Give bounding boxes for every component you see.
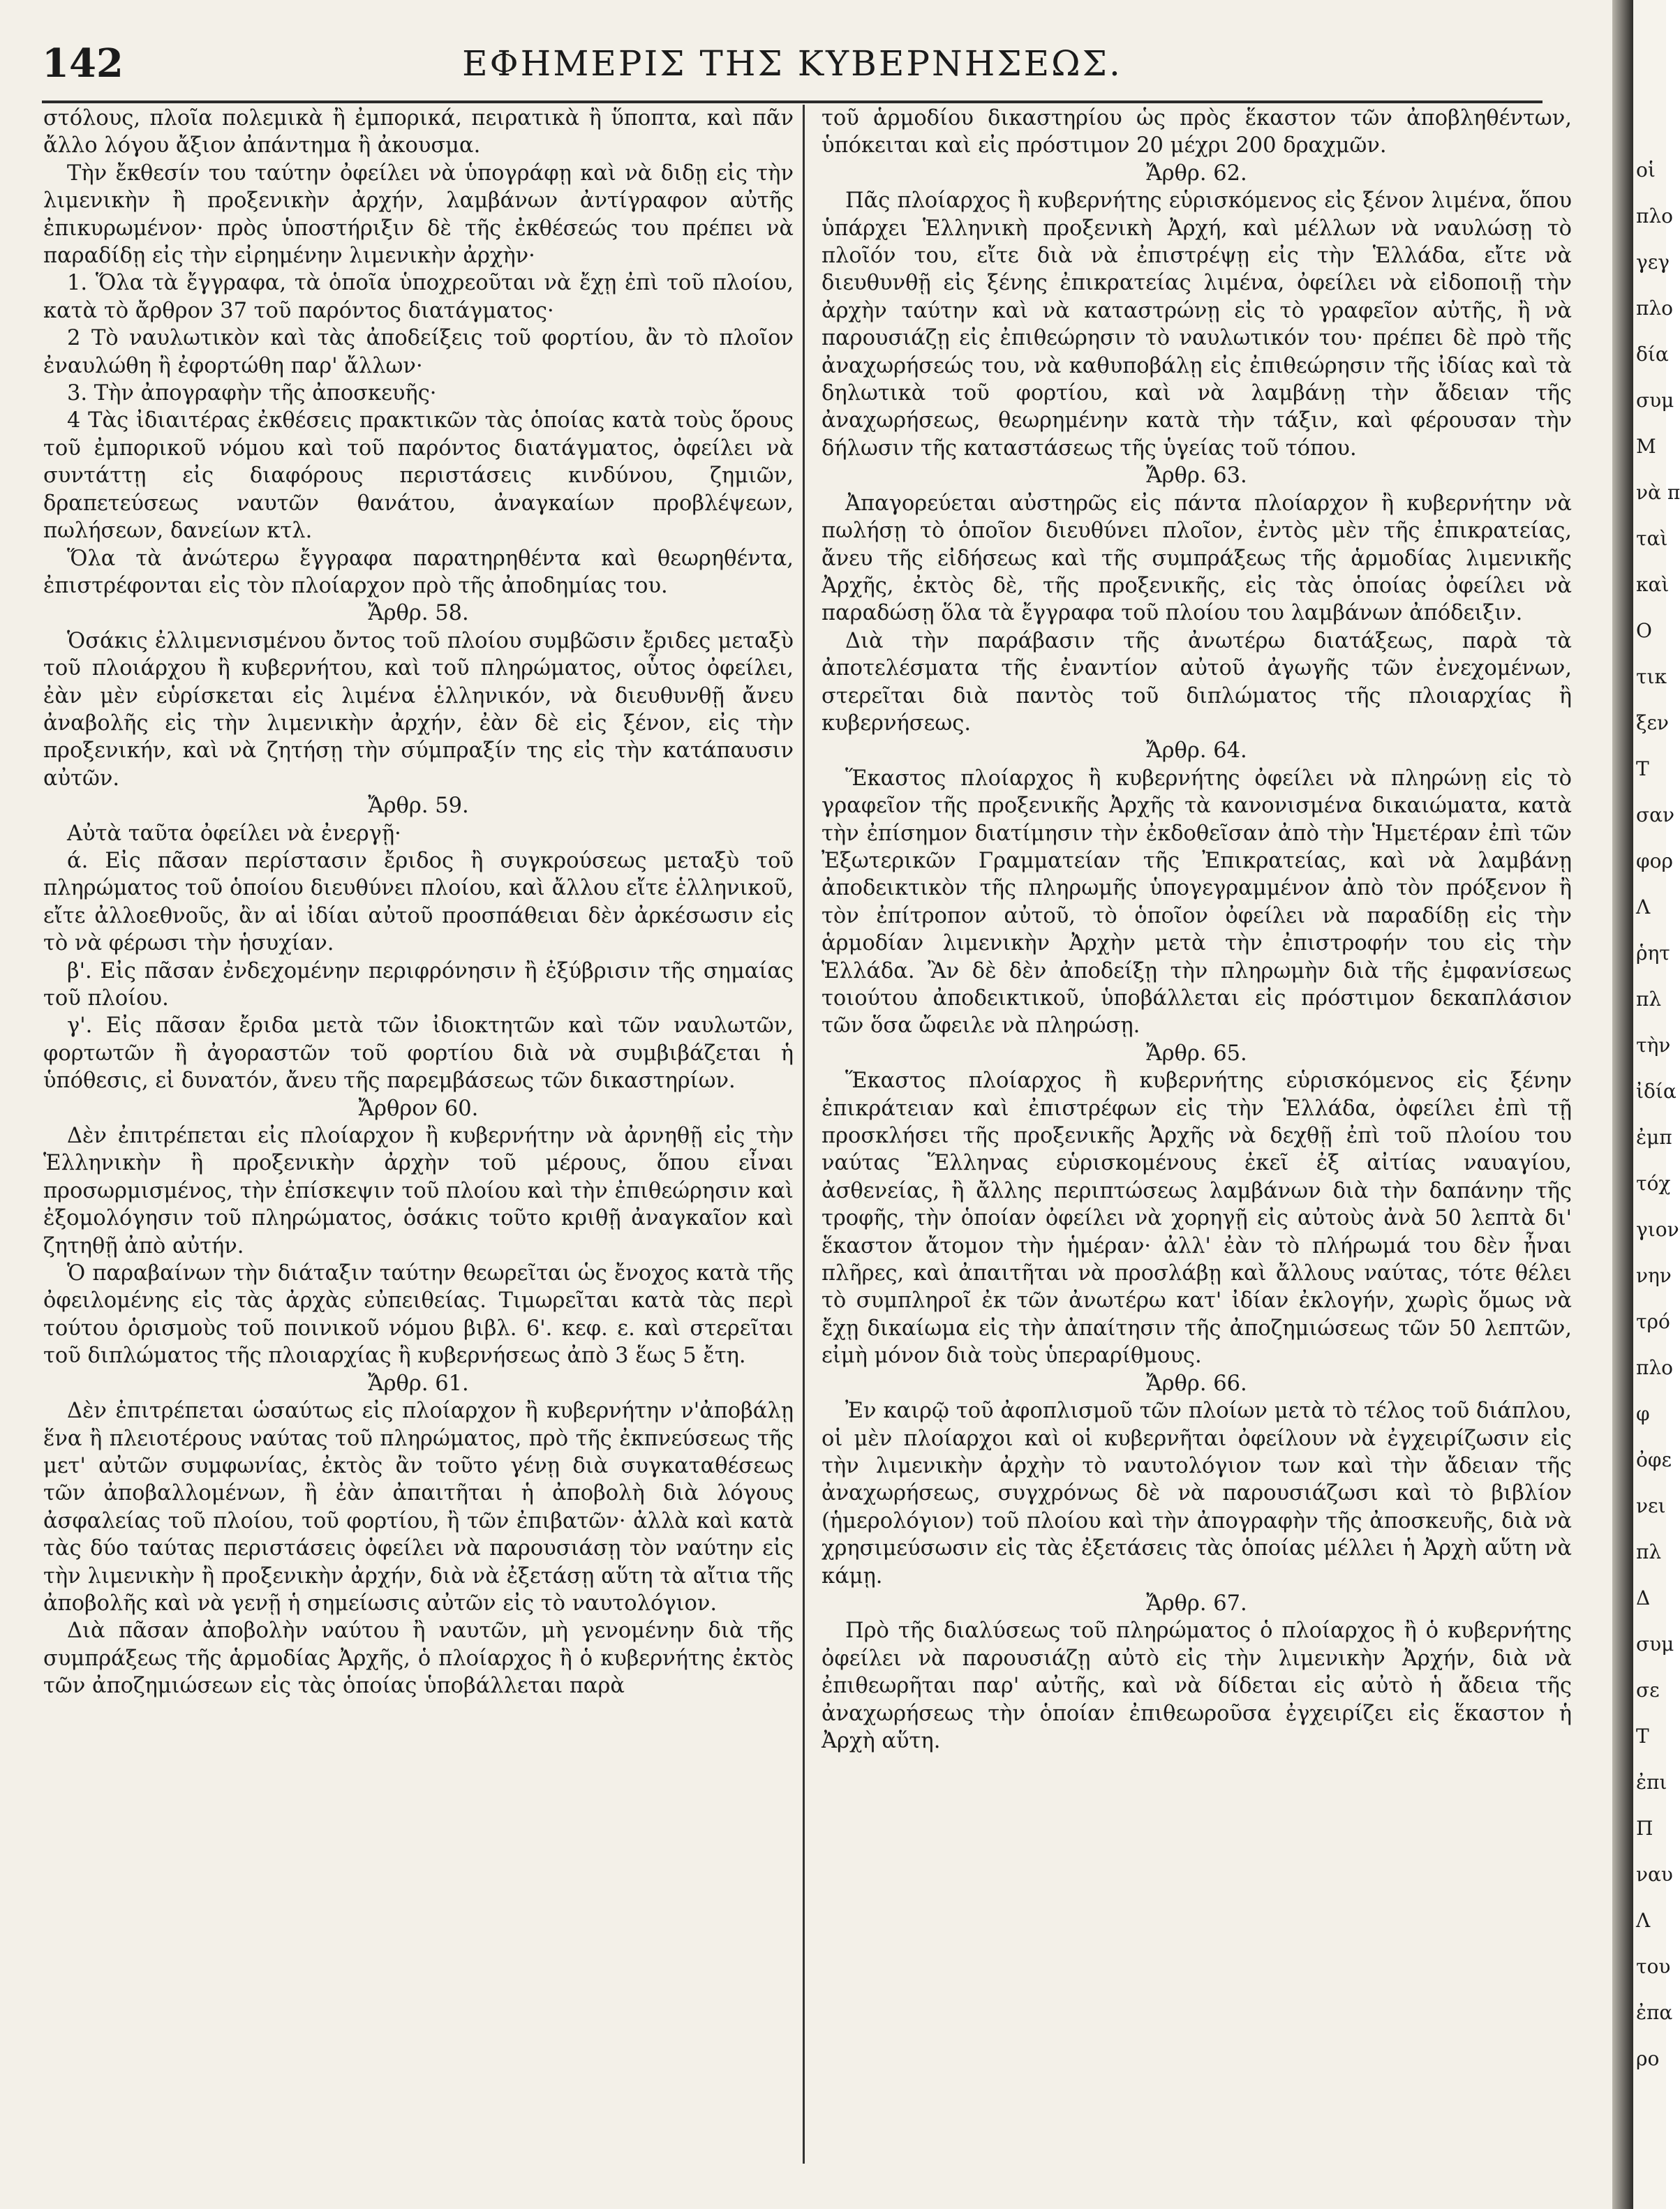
adjacent-page-fragment: ξεν (1636, 711, 1669, 734)
adjacent-page-fragment: ἰδία (1636, 1080, 1677, 1103)
adjacent-page-fragment: Μ (1636, 435, 1656, 458)
adjacent-page-fragment: ἐμπ (1636, 1126, 1672, 1149)
adjacent-page-fragment: νει (1636, 1494, 1666, 1517)
article-heading: Ἄρθρ. 59. (368, 794, 469, 819)
paragraph: τοῦ ἁρμοδίου δικαστηρίου ὡς πρὸς ἕκαστον τῶν ἀποβληθέντων, ὑπόκειται καὶ εἰς πρόστιμον 20 μέχρι 200 δραχμῶν. (822, 106, 1572, 158)
paragraph: 4 Τὰς ἰδιαιτέρας ἐκθέσεις πρακτικῶν τὰς ὁποίας κατὰ τοὺς ὅρους τοῦ ἐμπορικοῦ νόμου καὶ τοῦ παρόντος διατάγματος, ὀφείλει νὰ συντάττῃ εἰς διαφόρους περιστάσεις κινδύνου, ζημιῶν, δραπετεύσεως ναυτῶν θανάτου, ἀναγκαίων προβλέψεων, πωλήσεων, δανείων κτλ. (43, 408, 794, 544)
page-number: 142 (42, 40, 124, 87)
adjacent-page-fragment: ρο (1636, 2047, 1660, 2070)
adjacent-page-fragment: Ο (1636, 619, 1652, 642)
paragraph: Ἐν καιρῷ τοῦ ἀφοπλισμοῦ τῶν πλοίων μετὰ τὸ τέλος τοῦ διάπλου, οἱ μὲν πλοίαρχοι καὶ οἱ κυβερνῆται ὀφείλουν νὰ ἐγχειρίζωσιν εἰς τὴν λιμενικὴν ἀρχὴν τὸ ναυτολόγιον των καὶ τὴν ἄδειαν τῆς ἀναχωρήσεως, συγχρόνως δὲ νὰ παρουσιάζωσι καὶ τὸ βιβλίον (ἡμερολόγιον) τοῦ πλοίου καὶ τὴν ἀπογραφὴν τῆς ἀποσκευῆς, διὰ νὰ χρησιμεύσωσιν εἰς τὰς ἐξετάσεις τὰς ὁποίας μέλλει ἡ Ἀρχὴ αὕτη νὰ κάμῃ. (822, 1399, 1572, 1589)
adjacent-page-fragment: φ (1636, 1402, 1650, 1425)
adjacent-page-edge (1633, 0, 1680, 2209)
paragraph: στόλους, πλοῖα πολεμικὰ ἢ ἐμπορικά, πειρατικὰ ἢ ὕποπτα, καὶ πᾶν ἄλλο λόγου ἄξιον ἀπάντημα ἢ ἀκουσμα. (43, 106, 794, 158)
paragraph: Πρὸ τῆς διαλύσεως τοῦ πληρώματος ὁ πλοίαρχος ἢ ὁ κυβερνήτης ὀφείλει νὰ παρουσιάζῃ αὐτὸ εἰς τὴν λιμενικὴν Ἀρχήν, διὰ νὰ ἐπιθεωρῆται παρ' αὐτῆς, καὶ νὰ δίδεται εἰς αὐτὸ ἡ ἄδεια τῆς ἀναχωρήσεως τὴν ὁποίαν ἐπιθεωροῦσα ἐγχειρίζει εἰς ἕκαστον ἡ Ἀρχὴ αὕτη. (822, 1619, 1572, 1753)
article-heading: Ἄρθρ. 66. (1146, 1371, 1247, 1396)
adjacent-page-fragment: οἱ (1636, 158, 1656, 181)
paragraph: β'. Εἰς πᾶσαν ἐνδεχομένην περιφρόνησιν ἢ ἐξύβρισιν τῆς σημαίας τοῦ πλοίου. (43, 958, 794, 1011)
adjacent-page-fragment: πλ (1636, 1540, 1662, 1563)
page-header (42, 40, 1543, 96)
adjacent-page-fragment: συμ (1636, 1632, 1674, 1656)
adjacent-page-fragment: τὴν (1636, 1034, 1671, 1057)
adjacent-page-fragment: τόχ (1636, 1172, 1671, 1195)
paragraph: 2 Τὸ ναυλωτικὸν καὶ τὰς ἀποδείξεις τοῦ φορτίου, ἂν τὸ πλοῖον ἐναυλώθη ἢ ἐφορτώθη παρ' ἄλλων· (43, 326, 794, 378)
adjacent-page-fragment: ταὶ (1636, 527, 1668, 550)
adjacent-page-fragment: πλο (1636, 204, 1674, 228)
running-title: ΕΦΗΜΕΡΙΣ ΤΗΣ ΚΥΒΕΡΝΗΣΕΩΣ. (462, 43, 1122, 84)
paragraph: ά. Εἰς πᾶσαν περίστασιν ἔριδος ἢ συγκρούσεως μεταξὺ τοῦ πληρώματος τοῦ ὁποίου διευθύνει πλοίου, καὶ ἄλλου εἴτε ἑλληνικοῦ, εἴτε ἀλλοεθνοῦς, ἂν αἱ ἰδίαι αὐτοῦ προσπάθειαι δὲν ἀρκέσωσιν εἰς τὸ νὰ φέρωσι τὴν ἡσυχίαν. (43, 848, 794, 956)
article-heading: Ἄρθρ. 64. (1146, 738, 1247, 764)
adjacent-page-fragment: καὶ (1636, 573, 1670, 596)
adjacent-page-fragment: γεγ (1636, 251, 1670, 274)
paragraph: Διὰ τὴν παράβασιν τῆς ἀνωτέρω διατάξεως, παρὰ τὰ ἀποτελέσματα τῆς ἐναντίον αὐτοῦ ἀγωγῆς τῶν ἐνεχομένων, στερεῖται διὰ παντὸς τοῦ διπλώματος τῆς πλοιαρχίας ἢ κυβερνήσεως. (822, 628, 1572, 736)
adjacent-page-fragment: δία (1636, 343, 1669, 366)
adjacent-page-fragment: Λ (1636, 1909, 1651, 1932)
article-heading: Ἄρθρ. 65. (1146, 1041, 1247, 1066)
paragraph: 3. Τὴν ἀπογραφὴν τῆς ἀποσκευῆς· (67, 381, 437, 406)
adjacent-page-fragment: Τ (1636, 757, 1649, 780)
book-gutter (1612, 0, 1633, 2209)
adjacent-page-fragment: ῥητ (1636, 942, 1670, 965)
paragraph: Διὰ πᾶσαν ἀποβολὴν ναύτου ἢ ναυτῶν, μὴ γενομένην διὰ τῆς συμπράξεως τῆς ἁρμοδίας Ἀρχῆς, ὁ πλοίαρχος ἢ ὁ κυβερνήτης ἐκτὸς τῶν ἀποζημιώσεων εἰς τὰς ὁποίας ὑποβάλλεται παρὰ (43, 1619, 794, 1699)
paragraph: Ὁσάκις ἐλλιμενισμένου ὄντος τοῦ πλοίου συμβῶσιν ἔριδες μεταξὺ τοῦ πλοιάρχου ἢ κυβερνήτου, καὶ τοῦ πληρώματος, οὗτος ὀφείλει, ἐὰν μὲν εὑρίσκεται εἰς λιμένα ἑλληνικόν, νὰ διευθυνθῇ ἄνευ ἀναβολῆς εἰς τὴν λιμενικὴν ἀρχήν, ἐὰν δὲ εἰς ξένον, εἰς τὴν προξενικήν, καὶ νὰ ζητήσῃ τὴν σύμπραξίν της εἰς τὴν κατάπαυσιν αὐτῶν. (43, 628, 794, 791)
adjacent-page-fragment: νὰ π (1636, 481, 1680, 504)
article-heading: Ἄρθρ. 63. (1146, 463, 1247, 489)
adjacent-page-fragment: πλο (1636, 297, 1674, 320)
adjacent-page-fragment: σαν (1636, 803, 1675, 826)
adjacent-page-fragment: Λ (1636, 895, 1651, 918)
paragraph: Ὁ παραβαίνων τὴν διάταξιν ταύτην θεωρεῖται ὡς ἔνοχος κατὰ τῆς ὀφειλομένης εἰς τὰς ἀρχὰς εὐπειθείας. Τιμωρεῖται κατὰ τὰς περὶ τούτου ὁρισμοὺς τοῦ ποινικοῦ νόμου βιβλ. 6'. κεφ. ε. καὶ στερεῖται τοῦ διπλώματος τῆς πλοιαρχίας ἢ κυβερνήσεως ἀπὸ 3 ἕως 5 ἔτη. (43, 1261, 794, 1369)
adjacent-page-fragment: τικ (1636, 665, 1667, 688)
adjacent-page-fragment: πλο (1636, 1356, 1674, 1379)
paragraph: Ἕκαστος πλοίαρχος ἢ κυβερνήτης ὀφείλει νὰ πληρώνῃ εἰς τὸ γραφεῖον τῆς προξενικῆς Ἀρχῆς τὰ κανονισμένα δικαιώματα, κατὰ τὴν ἐπίσημον διατίμησιν τὴν ἐκδοθεῖσαν ἀπὸ τὴν Ἡμετέραν ἐπὶ τῶν Ἐξωτερικῶν Γραμματείαν τῆς Ἐπικρατείας, καὶ νὰ λαμβάνῃ ἀποδεικτικὸν τῆς πληρωμῆς ὑπογεγραμμένον ἀπὸ τὸν πρόξενον ἢ τὸν ἐπίτροπον αὐτοῦ, τὸ ὁποῖον ὀφείλει νὰ παραδίδῃ εἰς τὴν ἁρμοδίαν λιμενικὴν Ἀρχὴν μετὰ τὴν ἐπιστροφήν του εἰς τὴν Ἑλλάδα. Ἂν δὲ δὲν ἀποδείξῃ τὴν πληρωμὴν διὰ τῆς ἐμφανίσεως τοιούτου ἀποδεικτικοῦ, ὑποβάλλεται εἰς πρόστιμον δεκαπλάσιον τῶν ὅσα ὤφειλε νὰ πληρώσῃ. (822, 766, 1572, 1039)
adjacent-page-fragment: ναυ (1636, 1863, 1673, 1886)
paragraph: Ἕκαστος πλοίαρχος ἢ κυβερνήτης εὑρισκόμενος εἰς ξένην ἐπικράτειαν καὶ ἐπιστρέφων εἰς τὴν Ἑλλάδα, ὀφείλει ἐπὶ τῇ προσκλήσει τῆς προξενικῆς Ἀρχῆς νὰ δεχθῇ ἐπὶ τοῦ πλοίου του ναύτας Ἕλληνας εὑρισκομένους ἐκεῖ ἐξ αἰτίας ναυαγίου, ἀσθενείας, ἢ ἄλλης περιπτώσεως λαμβάνων διὰ τὴν δαπάνην τῆς τροφῆς, τὴν ὁποίαν ὀφείλει νὰ χορηγῇ εἰς αὐτοὺς ἀνὰ 50 λεπτὰ δι' ἕκαστον ἄτομον τὴν ἡμέραν· ἀλλ' ἐὰν τὸ πλήρωμά του δὲν ἦναι πλῆρες, καὶ ἀπαιτῆται νὰ προσλάβῃ καὶ ἄλλους ναύτας, τότε θέλει τὸ συμπληροῖ ἐκ τῶν ἀνωτέρω κατ' ἰδίαν ἐκλογήν, χωρὶς ὅμως νὰ ἔχῃ δικαίωμα εἰς τὴν ἀπαίτησιν τῆς ἀποζημιώσεως τῶν 50 λεπτῶν, εἰμὴ μόνον διὰ τοὺς ὑπεραρίθμους. (822, 1069, 1572, 1369)
paragraph: Τὴν ἔκθεσίν του ταύτην ὀφείλει νὰ ὑπογράφῃ καὶ νὰ διδῃ εἰς τὴν λιμενικὴν ἢ προξενικὴν ἀρχήν, λαμβάνων ἀντίγραφον αὐτῆς ἐπικυρωμένον· πρὸς ὑποστήριξιν δὲ τῆς ἐκθέσεώς του πρέπει νὰ παραδίδῃ εἰς τὴν εἰρημένην λιμενικὴν ἀρχὴν· (43, 161, 794, 269)
right-column (822, 105, 1572, 1755)
article-heading: Ἄρθρον 60. (358, 1096, 479, 1121)
adjacent-page-fragment: συμ (1636, 389, 1674, 412)
column-divider (803, 105, 805, 2164)
adjacent-page-fragment: πλ (1636, 988, 1662, 1011)
paragraph: γ'. Εἰς πᾶσαν ἔριδα μετὰ τῶν ἰδιοκτητῶν καὶ τῶν ναυλωτῶν, φορτωτῶν ἢ ἀγοραστῶν τοῦ φορτίου διὰ νὰ συμβιβάζεται ἡ ὑπόθεσις, εἰ δυνατόν, ἄνευ τῆς παρεμβάσεως τῶν δικαστηρίων. (43, 1013, 794, 1094)
paragraph: Ἀπαγορεύεται αὐστηρῶς εἰς πάντα πλοίαρχον ἢ κυβερνήτην νὰ πωλήσῃ τὸ ὁποῖον διευθύνει πλοῖον, ἐντὸς μὲν τῆς ἐπικρατείας, ἄνευ τῆς εἰδήσεως καὶ τῆς συμπράξεως τῆς ἁρμοδίας λιμενικῆς Ἀρχῆς, ἐκτὸς δὲ, τῆς προξενικῆς, εἰς τὰς ὁποίας ὀφείλει νὰ παραδώσῃ ὅλα τὰ ἔγγραφα τοῦ πλοίου του λαμβάνων ἀπόδειξιν. (822, 491, 1572, 626)
adjacent-page-fragment: Δ (1636, 1586, 1651, 1609)
paragraph: Ὅλα τὰ ἀνώτερω ἔγγραφα παρατηρηθέντα καὶ θεωρηθέντα, ἐπιστρέφονται εἰς τὸν πλοίαρχον πρὸ τῆς ἀποδημίας του. (43, 546, 794, 598)
article-heading: Ἄρθρ. 62. (1146, 161, 1247, 186)
paragraph: Δὲν ἐπιτρέπεται ὡσαύτως εἰς πλοίαρχον ἢ κυβερνήτην ν'ἀποβάλῃ ἕνα ἢ πλειοτέρους ναύτας τοῦ πληρώματος, πρὸ τῆς ἐκπνεύσεως τῆς μετ' αὐτῶν συμφωνίας, ἐκτὸς ἂν τοῦτο γένῃ διὰ συγκαταθέσεως τῶν ἀποβαλλομένων, ἢ ἐὰν ἀπαιτῆται ἡ ἀποβολὴ διὰ λόγους ἀσφαλείας τοῦ πλοίου, τοῦ φορτίου, ἢ τῶν ἐπιβατῶν· ἀλλὰ καὶ κατὰ τὰς δύο ταύτας περιστάσεις ὀφείλει νὰ παρουσιάσῃ τὸν ναύτην εἰς τὴν λιμενικὴν ἢ προξενικὴν ἀρχήν, διὰ νὰ ἐξετάσῃ αὕτη τὰ αἴτια τῆς ἀποβολῆς καὶ νὰ γενῇ ἡ σημείωσις αὐτῶν εἰς τὸ ναυτολόγιον. (43, 1399, 794, 1616)
paragraph: Δὲν ἐπιτρέπεται εἰς πλοίαρχον ἢ κυβερνήτην νὰ ἀρνηθῇ εἰς τὴν Ἑλληνικὴν ἢ προξενικὴν ἀρχὴν τοῦ μέρους, ὅπου εἶναι προσωρμισμένος, τὴν ἐπίσκεψιν τοῦ πλοίου καὶ τὴν ἐπιθεώρησιν καὶ ἐξομολόγησιν τοῦ πληρώματος, ὁσάκις τοῦτο κριθῇ ἀναγκαῖον καὶ ζητηθῇ ἀπὸ αὐτήν. (43, 1124, 794, 1258)
adjacent-page-fragment: φορ (1636, 849, 1673, 872)
adjacent-page-fragment: τρό (1636, 1310, 1670, 1333)
adjacent-page-fragment: του (1636, 1955, 1671, 1978)
adjacent-page-fragment: ἐπι (1636, 1771, 1667, 1794)
paragraph: Αὐτὰ ταῦτα ὀφείλει νὰ ἐνεργῇ· (67, 821, 401, 846)
paragraph: Πᾶς πλοίαρχος ἢ κυβερνήτης εὑρισκόμενος εἰς ξένον λιμένα, ὅπου ὑπάρχει Ἑλληνικὴ προξενικὴ Ἀρχή, καὶ μέλλων νὰ ναυλώσῃ τὸ πλοῖόν του, εἴτε διὰ νὰ ἐπιστρέψῃ εἰς τὴν Ἑλλάδα, εἴτε νὰ διευθυνθῇ εἰς ξένης ἐπικρατείας λιμένα, ὀφείλει νὰ εἰδοποιῇ τὴν ἀρχὴν ταύτην καὶ νὰ καταστρώνῃ εἰς τὸ γραφεῖον αὐτῆς, ἢ νὰ παρουσιάζῃ εἰς ἐπιθεώρησιν τὸ ναυλωτικόν του· πρέπει δὲ πρὸ τῆς ἀναχωρήσεώς του, νὰ καθυποβάλῃ εἰς ἐπιθεώρησιν τῆς ἰδίας καὶ τὰ δηλωτικὰ τοῦ φορτίου, καὶ νὰ λαμβάνῃ τὴν ἄδειαν τῆς ἀναχωρήσεως, θεωρημένην κατὰ τὴν τάξιν, καὶ φέρουσαν τὴν δήλωσιν τῆς καταστάσεως τῆς ὑγείας τοῦ τόπου. (822, 188, 1572, 461)
article-heading: Ἄρθρ. 58. (368, 601, 469, 626)
adjacent-page-fragment: Π (1636, 1817, 1653, 1840)
adjacent-page-fragment: σε (1636, 1679, 1660, 1702)
adjacent-page-fragment: νην (1636, 1264, 1672, 1287)
left-column (43, 105, 794, 1700)
paragraph: 1. Ὅλα τὰ ἔγγραφα, τὰ ὁποῖα ὑποχρεοῦται νὰ ἔχῃ ἐπὶ τοῦ πλοίου, κατὰ τὸ ἄρθρον 37 τοῦ παρόντος διατάγματος· (43, 271, 794, 323)
article-heading: Ἄρθρ. 67. (1146, 1591, 1247, 1616)
adjacent-page-fragment: Τ (1636, 1725, 1649, 1748)
adjacent-page-fragment: ὀφε (1636, 1448, 1672, 1471)
article-heading: Ἄρθρ. 61. (368, 1371, 469, 1396)
header-rule (42, 101, 1543, 103)
adjacent-page-fragment: ἐπα (1636, 2001, 1673, 2024)
adjacent-page-fragment: γιον (1636, 1218, 1679, 1241)
